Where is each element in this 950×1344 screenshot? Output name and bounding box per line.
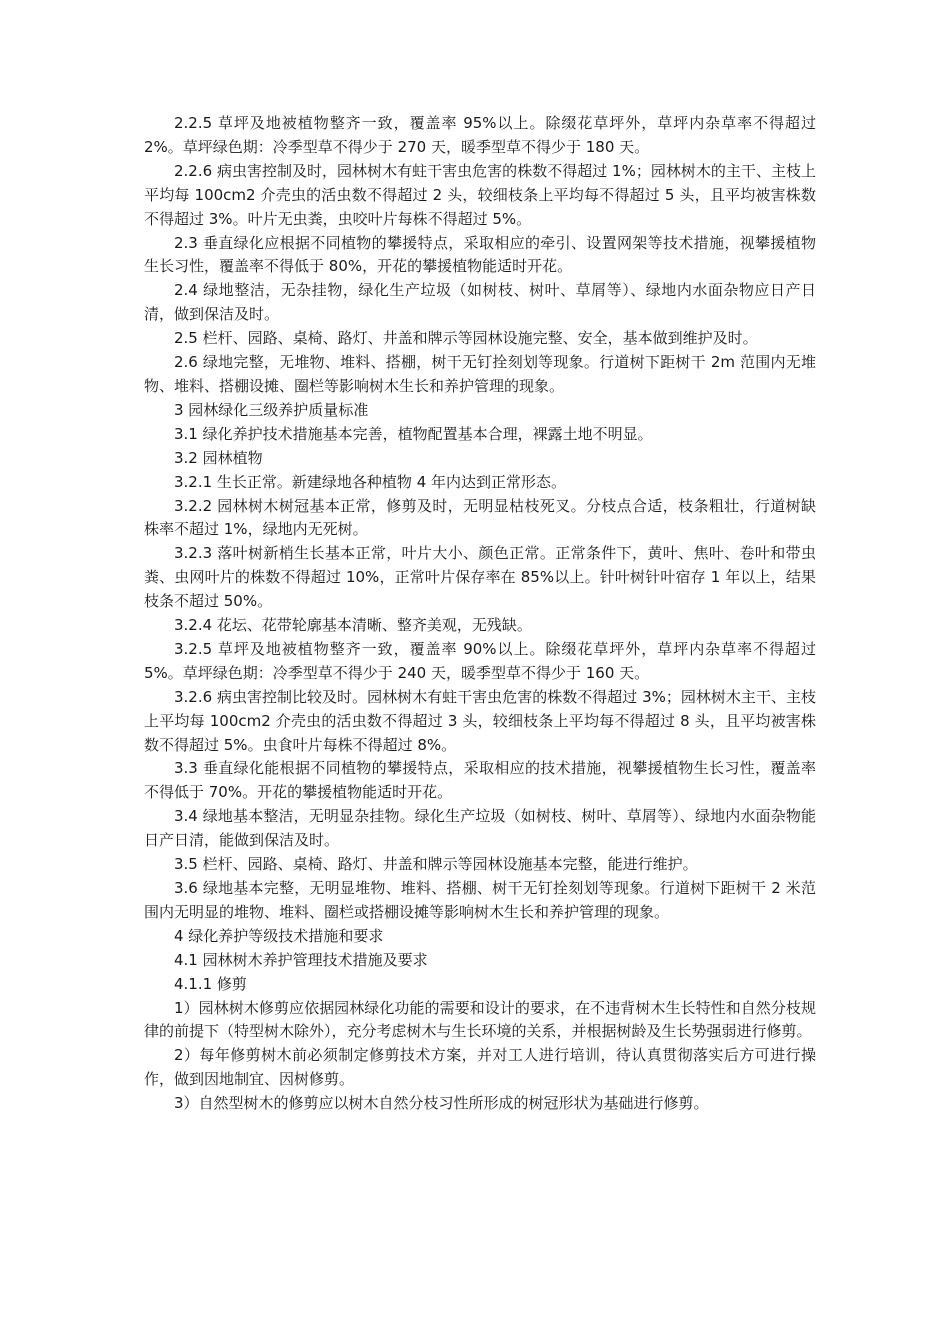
subsection-heading: 4.1 园林树木养护管理技术措施及要求 bbox=[174, 950, 428, 969]
paragraph: 3.2.1 生长正常。新建绿地各种植物 4 年内达到正常形态。 bbox=[174, 472, 567, 491]
section-heading: 4 绿化养护等级技术措施和要求 bbox=[174, 926, 384, 945]
paragraph: 2.6 绿地完整，无堆物、堆料、搭棚，树干无钉拴刻划等现象。行道树下距树干 2m 范围内无堆物、堆料、搭棚设摊、圈栏等影响树木生长和养护管理的现象。 bbox=[144, 353, 816, 395]
paragraph: 2.3 垂直绿化应根据不同植物的攀援特点，采取相应的牵引、设置网架等技术措施，视攀援植物生长习性，覆盖率不得低于 80%，开花的攀援植物能适时开花。 bbox=[144, 233, 816, 276]
paragraph: 3.2.6 病虫害控制比较及时。园林树木有蛀干害虫危害的株数不得超过 3%；园林树木主干、主枝上平均每 100cm2 介壳虫的活虫数不得超过 3 头，较细枝条上平均每不得超过 8 头，且平均被害株数不得超过 5%。虫食叶片每株不得超过 8%。 bbox=[144, 687, 816, 754]
subsection-heading: 3.2 园林植物 bbox=[174, 448, 263, 467]
paragraph: 3.2.5 草坪及地被植物整齐一致，覆盖率 90%以上。除缀花草坪外，草坪内杂草率不得超过 5%。草坪绿色期：冷季型草不得少于 240 天，暖季型草不得少于 160 天。 bbox=[144, 639, 816, 682]
paragraph: 3.1 绿化养护技术措施基本完善，植物配置基本合理，裸露土地不明显。 bbox=[174, 424, 653, 443]
paragraph: 3.6 绿地基本完整，无明显堆物、堆料、搭棚、树干无钉拴刻划等现象。行道树下距树干 2 米范围内无明显的堆物、堆料、圈栏或搭棚设摊等影响树木生长和养护管理的现象。 bbox=[144, 879, 816, 921]
paragraph: 2.4 绿地整洁，无杂挂物，绿化生产垃圾（如树枝、树叶、草屑等）、绿地内水面杂物应日产日清，做到保洁及时。 bbox=[144, 281, 816, 324]
paragraph: 2.2.5 草坪及地被植物整齐一致，覆盖率 95%以上。除缀花草坪外，草坪内杂草率不得超过 2%。草坪绿色期：冷季型草不得少于 270 天，暖季型草不得少于 180 天。 bbox=[144, 114, 816, 156]
paragraph: 2.2.6 病虫害控制及时，园林树木有蛀干害虫危害的株数不得超过 1%；园林树木的主干、主枝上平均每 100cm2 介壳虫的活虫数不得超过 2 头，较细枝条上平均每不得超过 5 头，且平均被害株数不得超过 3%。叶片无虫粪，虫咬叶片每株不得超过 5%。 bbox=[144, 161, 816, 228]
list-item: 1）园林树木修剪应依据园林绿化功能的需要和设计的要求，在不违背树木生长特性和自然分枝规律的前提下（特型树木除外），充分考虑树木与生长环境的关系，并根据树龄及生长势强弱进行修剪。 bbox=[144, 998, 816, 1041]
subsection-heading: 4.1.1 修剪 bbox=[174, 974, 247, 993]
paragraph: 3.2.4 花坛、花带轮廓基本清晰、整齐美观，无残缺。 bbox=[174, 616, 532, 635]
paragraph: 3.2.3 落叶树新梢生长基本正常，叶片大小、颜色正常。正常条件下，黄叶、焦叶、卷叶和带虫粪、虫网叶片的株数不得超过 10%，正常叶片保存率在 85%以上。针叶树针叶宿存 1 年以上，结果枝条不超过 50%。 bbox=[144, 544, 816, 611]
paragraph: 3.3 垂直绿化能根据不同植物的攀援特点，采取相应的技术措施，视攀援植物生长习性，覆盖率不得低于 70%。开花的攀援植物能适时开花。 bbox=[144, 759, 816, 802]
paragraph: 3.5 栏杆、园路、桌椅、路灯、井盖和牌示等园林设施基本完整，能进行维护。 bbox=[174, 855, 698, 874]
paragraph: 3.2.2 园林树木树冠基本正常，修剪及时，无明显枯枝死叉。分枝点合适，枝条粗壮，行道树缺株率不超过 1%，绿地内无死树。 bbox=[144, 496, 816, 539]
list-item: 3）自然型树木的修剪应以树木自然分枝习性所形成的树冠形状为基础进行修剪。 bbox=[174, 1094, 709, 1113]
list-item: 2）每年修剪树木前必须制定修剪技术方案，并对工人进行培训，待认真贯彻落实后方可进行操作，做到因地制宜、因树修剪。 bbox=[144, 1046, 816, 1089]
paragraph: 2.5 栏杆、园路、桌椅、路灯、井盖和牌示等园林设施完整、安全，基本做到维护及时。 bbox=[174, 329, 758, 348]
document-body bbox=[144, 112, 816, 1116]
paragraph: 3.4 绿地基本整洁，无明显杂挂物。绿化生产垃圾（如树枝、树叶、草屑等）、绿地内水面杂物能日产日清，能做到保洁及时。 bbox=[144, 807, 816, 850]
section-heading: 3 园林绿化三级养护质量标准 bbox=[174, 400, 369, 419]
